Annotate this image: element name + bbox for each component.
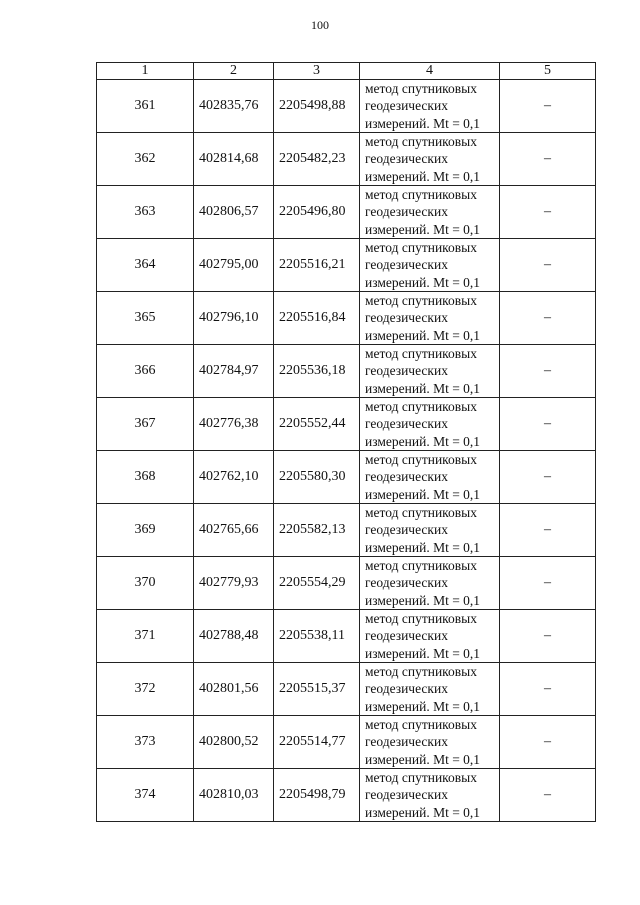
- method-line-3: измерений. Mt = 0,1: [365, 592, 481, 608]
- method-line-2: геодезических: [365, 363, 448, 379]
- method-line-1: метод спутниковых: [365, 399, 477, 415]
- point-number: 366: [97, 345, 194, 398]
- method-line-2: геодезических: [365, 151, 448, 167]
- method-line-3: измерений. Mt = 0,1: [365, 804, 481, 820]
- header-col-1: 1: [97, 63, 194, 80]
- method-cell: [360, 398, 500, 451]
- method-cell: [360, 345, 500, 398]
- method-line-1: метод спутниковых: [365, 717, 477, 733]
- coord-x: 402776,38: [194, 398, 274, 451]
- method-line-3: измерений. Mt = 0,1: [365, 433, 481, 449]
- coord-x: 402801,56: [194, 663, 274, 716]
- description-cell: –: [500, 716, 596, 769]
- description-cell: –: [500, 398, 596, 451]
- description-cell: –: [500, 610, 596, 663]
- method-line-3: измерений. Mt = 0,1: [365, 380, 481, 396]
- description-cell: –: [500, 451, 596, 504]
- description-cell: –: [500, 292, 596, 345]
- point-number: 369: [97, 504, 194, 557]
- coord-x: 402795,00: [194, 239, 274, 292]
- method-line-2: геодезических: [365, 522, 448, 538]
- table-row: [97, 345, 596, 398]
- point-number: 362: [97, 133, 194, 186]
- description-cell: –: [500, 504, 596, 557]
- header-col-2: 2: [194, 63, 274, 80]
- coord-x: 402784,97: [194, 345, 274, 398]
- method-line-2: геодезических: [365, 98, 448, 114]
- point-number: 365: [97, 292, 194, 345]
- method-line-1: метод спутниковых: [365, 770, 477, 786]
- method-cell: [360, 239, 500, 292]
- description-cell: –: [500, 345, 596, 398]
- table-row: [97, 451, 596, 504]
- method-cell: [360, 186, 500, 239]
- method-line-3: измерений. Mt = 0,1: [365, 486, 481, 502]
- method-cell: [360, 716, 500, 769]
- method-cell: [360, 663, 500, 716]
- table-row: [97, 769, 596, 822]
- description-cell: –: [500, 663, 596, 716]
- coordinates-table: [96, 62, 596, 822]
- method-cell: [360, 451, 500, 504]
- method-line-1: метод спутниковых: [365, 346, 477, 362]
- table-body: [97, 80, 596, 822]
- point-number: 371: [97, 610, 194, 663]
- method-line-3: измерений. Mt = 0,1: [365, 751, 481, 767]
- coord-y: 2205554,29: [274, 557, 360, 610]
- method-cell: [360, 769, 500, 822]
- method-line-3: измерений. Mt = 0,1: [365, 698, 481, 714]
- coord-x: 402814,68: [194, 133, 274, 186]
- coord-x: 402796,10: [194, 292, 274, 345]
- header-col-4: 4: [360, 63, 500, 80]
- coord-y: 2205582,13: [274, 504, 360, 557]
- method-line-1: метод спутниковых: [365, 611, 477, 627]
- coord-x: 402810,03: [194, 769, 274, 822]
- point-number: 361: [97, 80, 194, 133]
- method-line-3: измерений. Mt = 0,1: [365, 539, 481, 555]
- method-line-1: метод спутниковых: [365, 664, 477, 680]
- method-line-3: измерений. Mt = 0,1: [365, 115, 481, 131]
- method-line-1: метод спутниковых: [365, 505, 477, 521]
- method-cell: [360, 133, 500, 186]
- coord-x: 402765,66: [194, 504, 274, 557]
- coord-y: 2205516,21: [274, 239, 360, 292]
- point-number: 373: [97, 716, 194, 769]
- table-row: [97, 186, 596, 239]
- method-line-1: метод спутниковых: [365, 558, 477, 574]
- method-cell: [360, 504, 500, 557]
- table-row: [97, 133, 596, 186]
- table-row: [97, 80, 596, 133]
- method-line-1: метод спутниковых: [365, 452, 477, 468]
- method-line-2: геодезических: [365, 257, 448, 273]
- method-line-3: измерений. Mt = 0,1: [365, 221, 481, 237]
- table-row: [97, 716, 596, 769]
- coord-x: 402835,76: [194, 80, 274, 133]
- point-number: 372: [97, 663, 194, 716]
- method-cell: [360, 557, 500, 610]
- table-row: [97, 663, 596, 716]
- method-line-1: метод спутниковых: [365, 187, 477, 203]
- description-cell: –: [500, 80, 596, 133]
- point-number: 364: [97, 239, 194, 292]
- method-line-2: геодезических: [365, 787, 448, 803]
- description-cell: –: [500, 557, 596, 610]
- point-number: 363: [97, 186, 194, 239]
- table-row: [97, 239, 596, 292]
- method-line-3: измерений. Mt = 0,1: [365, 327, 481, 343]
- coord-y: 2205498,79: [274, 769, 360, 822]
- coord-x: 402788,48: [194, 610, 274, 663]
- point-number: 367: [97, 398, 194, 451]
- method-line-2: геодезических: [365, 204, 448, 220]
- coord-y: 2205552,44: [274, 398, 360, 451]
- coord-x: 402806,57: [194, 186, 274, 239]
- method-line-3: измерений. Mt = 0,1: [365, 274, 481, 290]
- method-line-1: метод спутниковых: [365, 81, 477, 97]
- method-line-2: геодезических: [365, 628, 448, 644]
- coord-y: 2205580,30: [274, 451, 360, 504]
- method-line-2: геодезических: [365, 681, 448, 697]
- description-cell: –: [500, 133, 596, 186]
- coord-y: 2205516,84: [274, 292, 360, 345]
- method-line-2: геодезических: [365, 469, 448, 485]
- page-number: 100: [311, 18, 329, 32]
- description-cell: –: [500, 769, 596, 822]
- table-header-row: [97, 63, 596, 80]
- method-line-1: метод спутниковых: [365, 134, 477, 150]
- coord-y: 2205482,23: [274, 133, 360, 186]
- method-cell: [360, 610, 500, 663]
- table-row: [97, 398, 596, 451]
- description-cell: –: [500, 239, 596, 292]
- method-cell: [360, 80, 500, 133]
- point-number: 370: [97, 557, 194, 610]
- coord-y: 2205496,80: [274, 186, 360, 239]
- coord-y: 2205515,37: [274, 663, 360, 716]
- point-number: 374: [97, 769, 194, 822]
- method-line-2: геодезических: [365, 734, 448, 750]
- header-col-5: 5: [500, 63, 596, 80]
- coord-y: 2205498,88: [274, 80, 360, 133]
- table-row: [97, 504, 596, 557]
- method-cell: [360, 292, 500, 345]
- table-row: [97, 292, 596, 345]
- method-line-3: измерений. Mt = 0,1: [365, 645, 481, 661]
- coord-x: 402800,52: [194, 716, 274, 769]
- method-line-2: геодезических: [365, 416, 448, 432]
- coord-y: 2205536,18: [274, 345, 360, 398]
- coord-x: 402762,10: [194, 451, 274, 504]
- header-col-3: 3: [274, 63, 360, 80]
- method-line-3: измерений. Mt = 0,1: [365, 168, 481, 184]
- table-row: [97, 557, 596, 610]
- method-line-2: геодезических: [365, 575, 448, 591]
- method-line-2: геодезических: [365, 310, 448, 326]
- coord-y: 2205514,77: [274, 716, 360, 769]
- method-line-1: метод спутниковых: [365, 240, 477, 256]
- coord-y: 2205538,11: [274, 610, 360, 663]
- method-line-1: метод спутниковых: [365, 293, 477, 309]
- description-cell: –: [500, 186, 596, 239]
- point-number: 368: [97, 451, 194, 504]
- table-row: [97, 610, 596, 663]
- coord-x: 402779,93: [194, 557, 274, 610]
